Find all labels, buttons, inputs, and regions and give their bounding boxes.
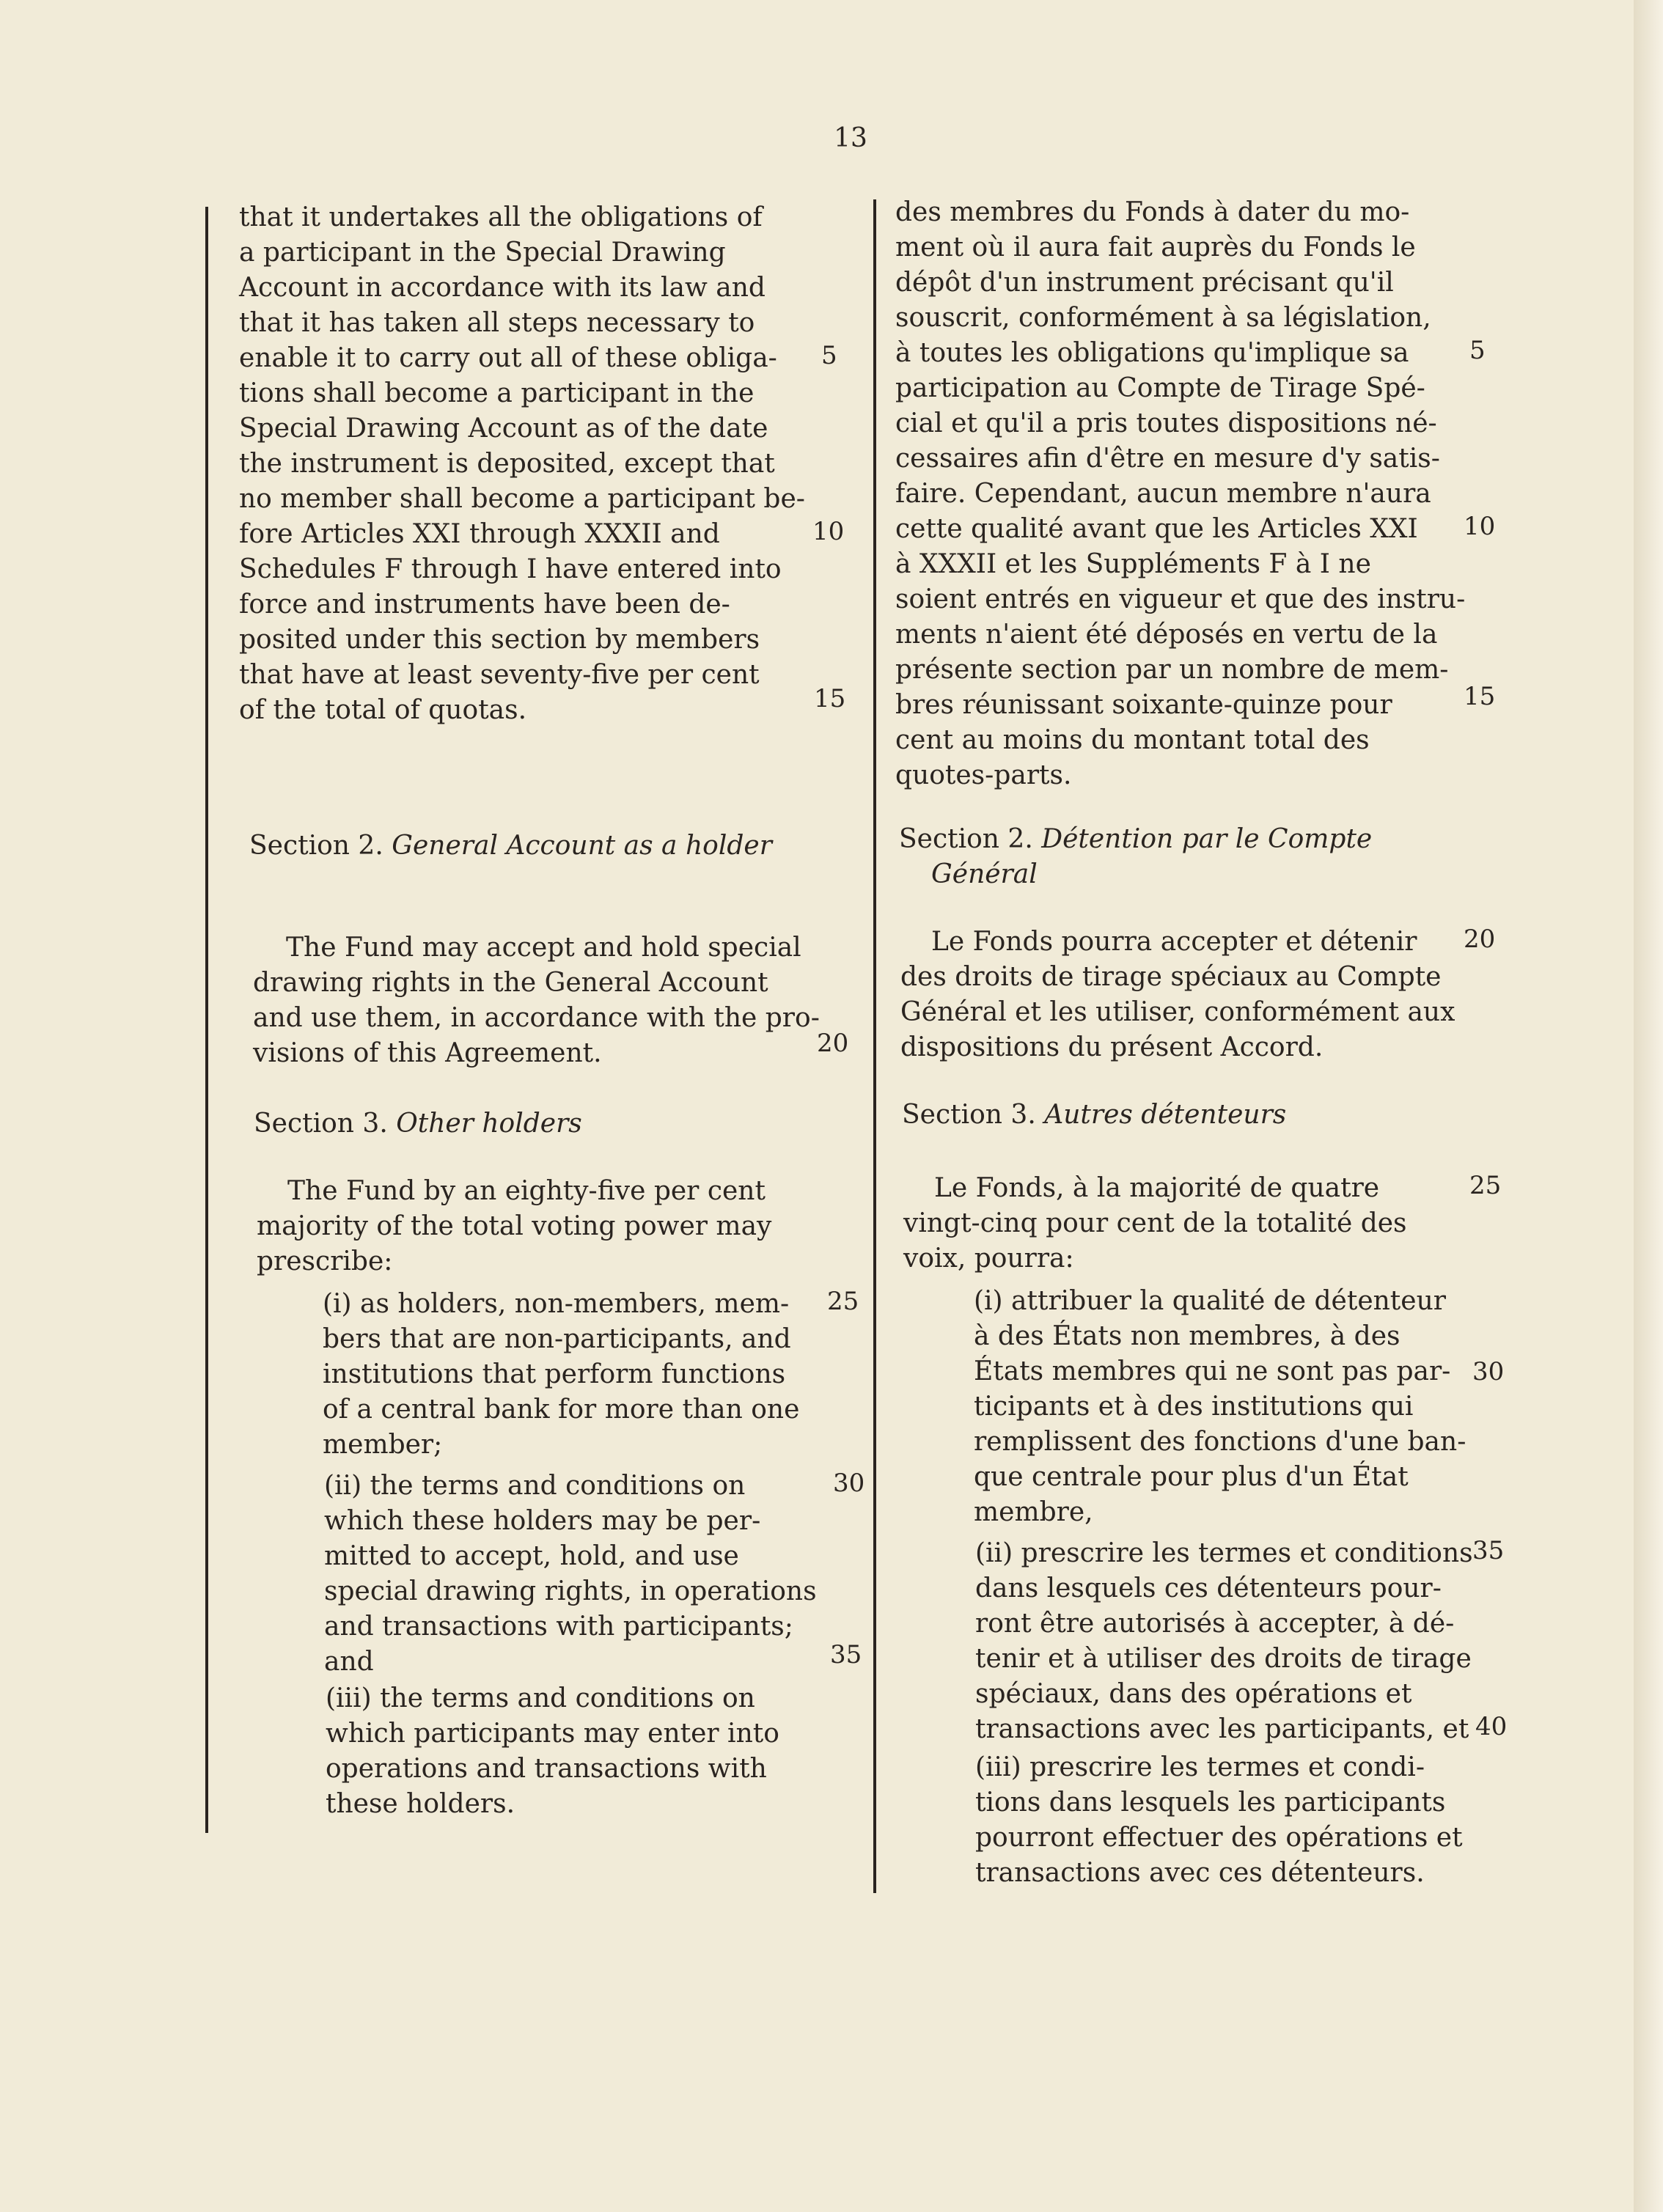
text-line: The Fund by an eighty-five per cent bbox=[287, 1176, 766, 1206]
section-title: Général bbox=[931, 859, 1038, 889]
text-line: Schedules F through I have entered into bbox=[239, 554, 782, 584]
text-line: faire. Cependant, aucun membre n'aura bbox=[895, 479, 1431, 509]
line-number: 20 bbox=[817, 1029, 849, 1058]
text-line: drawing rights in the General Account bbox=[253, 968, 768, 998]
section-heading-line bbox=[899, 822, 1372, 857]
text-line: cette qualité avant que les Articles XXI bbox=[895, 514, 1418, 544]
line-number: 20 bbox=[1464, 925, 1496, 954]
text-line: force and instruments have been de- bbox=[239, 589, 730, 620]
section-heading-line bbox=[931, 857, 1038, 892]
text-line: à XXXII et les Suppléments F à I ne bbox=[895, 549, 1371, 579]
text-line: des membres du Fonds à dater du mo- bbox=[895, 197, 1410, 227]
text-line: présente section par un nombre de mem- bbox=[895, 655, 1449, 685]
section-label: Section 2. bbox=[899, 824, 1033, 854]
text-line: that it has taken all steps necessary to bbox=[239, 308, 755, 338]
text-line: (iii) the terms and conditions on bbox=[326, 1683, 755, 1713]
text-line: remplissent des fonctions d'une ban- bbox=[974, 1427, 1466, 1457]
line-number: 15 bbox=[814, 684, 846, 713]
section-title: General Account as a holder bbox=[392, 831, 772, 861]
text-line: à toutes les obligations qu'implique sa bbox=[895, 338, 1409, 368]
left-margin-rule bbox=[205, 207, 208, 1833]
text-line: voix, pourra: bbox=[903, 1243, 1074, 1274]
line-number: 25 bbox=[827, 1287, 859, 1316]
text-line: and use them, in accordance with the pro- bbox=[253, 1003, 820, 1033]
text-line: posited under this section by members bbox=[239, 625, 760, 655]
line-number: 5 bbox=[1469, 336, 1486, 365]
text-line: que centrale pour plus d'un État bbox=[974, 1462, 1409, 1492]
text-line: dépôt d'un instrument précisant qu'il bbox=[895, 268, 1394, 298]
text-line: pourront effectuer des opérations et bbox=[975, 1823, 1463, 1853]
text-line: of the total of quotas. bbox=[239, 695, 527, 725]
text-line: and transactions with participants; bbox=[324, 1612, 793, 1642]
line-number: 40 bbox=[1475, 1712, 1508, 1741]
text-line: dispositions du présent Accord. bbox=[900, 1032, 1324, 1062]
page-edge bbox=[1634, 0, 1663, 2212]
section-title: Other holders bbox=[396, 1109, 582, 1139]
text-line: Général et les utiliser, conformément aux bbox=[900, 997, 1455, 1027]
section-3-heading bbox=[254, 1106, 582, 1142]
text-line: that it undertakes all the obligations of bbox=[239, 202, 763, 232]
text-line: fore Articles XXI through XXXII and bbox=[239, 519, 720, 549]
section-label: Section 3. bbox=[254, 1109, 388, 1139]
text-line: The Fund may accept and hold special bbox=[286, 933, 801, 963]
text-line: Special Drawing Account as of the date bbox=[239, 414, 768, 444]
page-number: 13 bbox=[834, 123, 867, 153]
text-line: these holders. bbox=[326, 1789, 515, 1819]
text-line: special drawing rights, in operations bbox=[324, 1576, 817, 1606]
text-line: a participant in the Special Drawing bbox=[239, 238, 726, 268]
text-line: bers that are non-participants, and bbox=[323, 1324, 791, 1354]
text-line: and bbox=[324, 1647, 374, 1677]
text-line: prescribe: bbox=[257, 1246, 393, 1276]
line-number: 35 bbox=[1472, 1536, 1505, 1565]
text-line: bres réunissant soixante-quinze pour bbox=[895, 690, 1392, 720]
text-line: souscrit, conformément à sa législation, bbox=[895, 303, 1431, 333]
center-column-rule bbox=[873, 199, 876, 1893]
text-line: participation au Compte de Tirage Spé- bbox=[895, 373, 1425, 403]
section-title: Détention par le Compte bbox=[1041, 824, 1373, 854]
line-number: 10 bbox=[1464, 512, 1496, 541]
text-line: tions shall become a participant in the bbox=[239, 378, 755, 408]
text-line: ront être autorisés à accepter, à dé- bbox=[975, 1609, 1455, 1639]
text-line: tions dans lesquels les participants bbox=[975, 1787, 1446, 1818]
text-line: (ii) the terms and conditions on bbox=[324, 1471, 746, 1501]
line-number: 35 bbox=[830, 1640, 862, 1669]
text-line: that have at least seventy-five per cent bbox=[239, 660, 760, 690]
text-line: Le Fonds pourra accepter et détenir bbox=[931, 927, 1417, 957]
text-line: ments n'aient été déposés en vertu de la bbox=[895, 620, 1438, 650]
text-line: which participants may enter into bbox=[326, 1719, 779, 1749]
line-number: 30 bbox=[1472, 1357, 1505, 1386]
text-line: (ii) prescrire les termes et conditions bbox=[975, 1538, 1473, 1568]
line-number: 5 bbox=[821, 341, 837, 370]
text-line: Le Fonds, à la majorité de quatre bbox=[934, 1173, 1380, 1203]
text-line: spéciaux, dans des opérations et bbox=[975, 1679, 1412, 1709]
text-line: tenir et à utiliser des droits de tirage bbox=[975, 1644, 1472, 1674]
section-label: Section 2. bbox=[249, 831, 383, 861]
text-line: soient entrés en vigueur et que des instru- bbox=[895, 584, 1466, 614]
text-line: visions of this Agreement. bbox=[253, 1038, 602, 1068]
text-line: dans lesquels ces détenteurs pour- bbox=[975, 1573, 1442, 1603]
text-line: (iii) prescrire les termes et condi- bbox=[975, 1752, 1425, 1782]
text-line: member; bbox=[323, 1430, 443, 1460]
text-line: cessaires afin d'être en mesure d'y satis- bbox=[895, 444, 1440, 474]
text-line: ment où il aura fait auprès du Fonds le bbox=[895, 232, 1416, 262]
text-line: cent au moins du montant total des bbox=[895, 725, 1370, 755]
text-line: quotes-parts. bbox=[895, 760, 1072, 790]
text-line: vingt-cinq pour cent de la totalité des bbox=[903, 1208, 1407, 1238]
text-line: Account in accordance with its law and bbox=[239, 273, 766, 303]
line-number: 30 bbox=[833, 1469, 865, 1498]
text-line: transactions avec les participants, et bbox=[975, 1714, 1469, 1744]
text-line: majority of the total voting power may bbox=[257, 1211, 772, 1241]
text-line: the instrument is deposited, except that bbox=[239, 449, 775, 479]
text-line: institutions that perform functions bbox=[323, 1359, 786, 1389]
text-line: mitted to accept, hold, and use bbox=[324, 1541, 739, 1571]
text-line: of a central bank for more than one bbox=[323, 1395, 800, 1425]
text-line: (i) as holders, non-members, mem- bbox=[323, 1289, 790, 1319]
text-line: à des États non membres, à des bbox=[974, 1321, 1400, 1351]
section-3-heading bbox=[902, 1098, 1286, 1133]
text-line: États membres qui ne sont pas par- bbox=[974, 1356, 1451, 1386]
text-line: which these holders may be per- bbox=[324, 1506, 761, 1536]
line-number: 25 bbox=[1469, 1171, 1502, 1200]
text-line: no member shall become a participant be- bbox=[239, 484, 805, 514]
section-label: Section 3. bbox=[902, 1100, 1036, 1130]
text-line: cial et qu'il a pris toutes dispositions né- bbox=[895, 408, 1437, 438]
line-number: 15 bbox=[1464, 682, 1496, 711]
text-line: (i) attribuer la qualité de détenteur bbox=[974, 1286, 1446, 1316]
text-line: transactions avec ces détenteurs. bbox=[975, 1858, 1425, 1888]
section-title: Autres détenteurs bbox=[1044, 1100, 1287, 1130]
text-line: des droits de tirage spéciaux au Compte bbox=[900, 962, 1442, 992]
text-line: membre, bbox=[974, 1497, 1093, 1527]
text-line: operations and transactions with bbox=[326, 1754, 767, 1784]
text-line: ticipants et à des institutions qui bbox=[974, 1392, 1414, 1422]
text-line: enable it to carry out all of these obliga- bbox=[239, 343, 777, 373]
line-number: 10 bbox=[812, 517, 845, 546]
section-2-heading bbox=[249, 828, 772, 864]
